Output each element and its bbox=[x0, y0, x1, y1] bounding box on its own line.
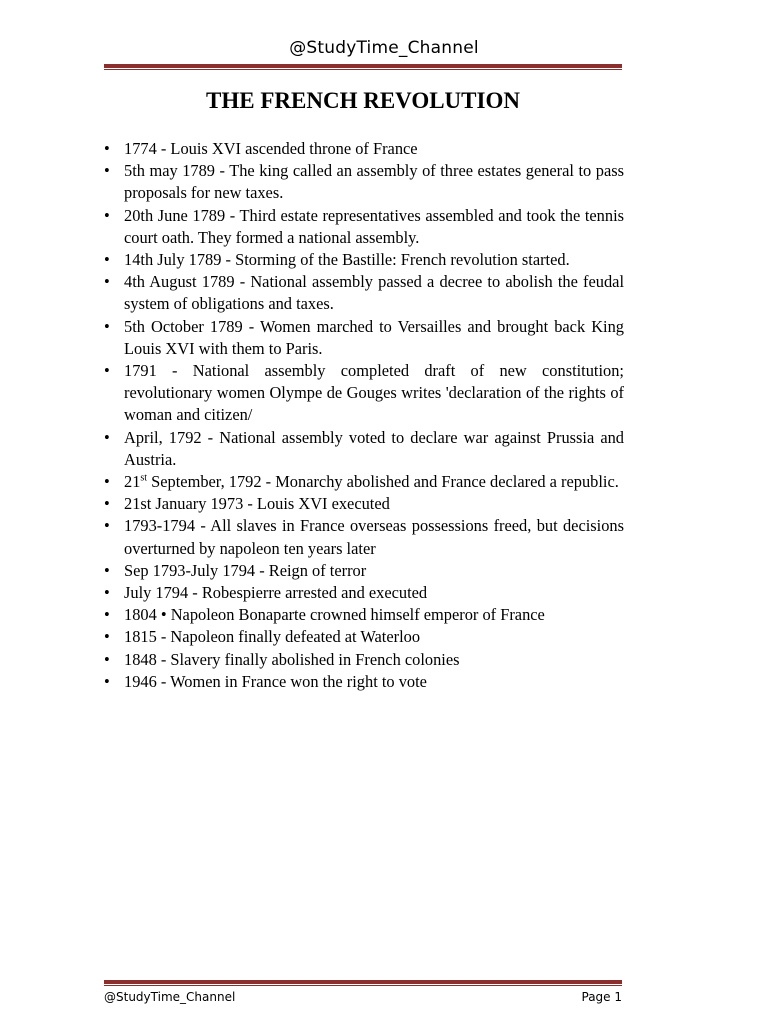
event-ordinal-suffix: st bbox=[140, 472, 148, 484]
event-item: • 5th may 1789 - The king called an assembly of three estates general to pass proposals for new taxes. bbox=[104, 160, 624, 204]
footer-channel-name: @StudyTime_Channel bbox=[104, 990, 236, 1004]
footer-divider bbox=[104, 980, 622, 984]
header-channel-name: @StudyTime_Channel bbox=[289, 38, 479, 58]
event-item: • Sep 1793-July 1794 - Reign of terror bbox=[104, 560, 624, 582]
event-item: • 1946 - Women in France won the right to vote bbox=[104, 671, 624, 693]
page-title: THE FRENCH REVOLUTION bbox=[206, 88, 520, 113]
event-item: • July 1794 - Robespierre arrested and executed bbox=[104, 582, 624, 604]
event-item: • 1774 - Louis XVI ascended throne of France bbox=[104, 138, 624, 160]
footer-divider-thin bbox=[104, 985, 622, 986]
header-divider-thin bbox=[104, 69, 622, 70]
event-item: • 20th June 1789 - Third estate representatives assembled and took the tennis court oath. They formed a national assembly. bbox=[104, 205, 624, 249]
event-item: • 21st January 1973 - Louis XVI executed bbox=[104, 493, 624, 515]
events-list bbox=[104, 138, 624, 693]
event-text: September, 1792 - Monarchy abolished and France declared a republic. bbox=[147, 472, 619, 492]
event-item: • April, 1792 - National assembly voted to declare war against Prussia and Austria. bbox=[104, 427, 624, 471]
event-lead: 21 bbox=[124, 472, 141, 492]
event-item: • 14th July 1789 - Storming of the Bastille: French revolution started. bbox=[104, 249, 624, 271]
event-item: • 1791 - National assembly completed draft of new constitution; revolutionary women Olympe de Gouges writes 'declaration of the rights of woman and citizen/ bbox=[104, 360, 624, 427]
event-item: • 1815 - Napoleon finally defeated at Waterloo bbox=[104, 626, 624, 648]
event-item bbox=[104, 471, 624, 493]
header-divider bbox=[104, 64, 622, 68]
event-item: • 1804 • Napoleon Bonaparte crowned himself emperor of France bbox=[104, 604, 624, 626]
event-item: • 5th October 1789 - Women marched to Versailles and brought back King Louis XVI with them to Paris. bbox=[104, 316, 624, 360]
event-item: • 4th August 1789 - National assembly passed a decree to abolish the feudal system of obligations and taxes. bbox=[104, 271, 624, 315]
event-item: • 1848 - Slavery finally abolished in French colonies bbox=[104, 649, 624, 671]
page-number: Page 1 bbox=[581, 990, 622, 1004]
event-item: • 1793-1794 - All slaves in France overseas possessions freed, but decisions overturned by napoleon ten years later bbox=[104, 515, 624, 559]
